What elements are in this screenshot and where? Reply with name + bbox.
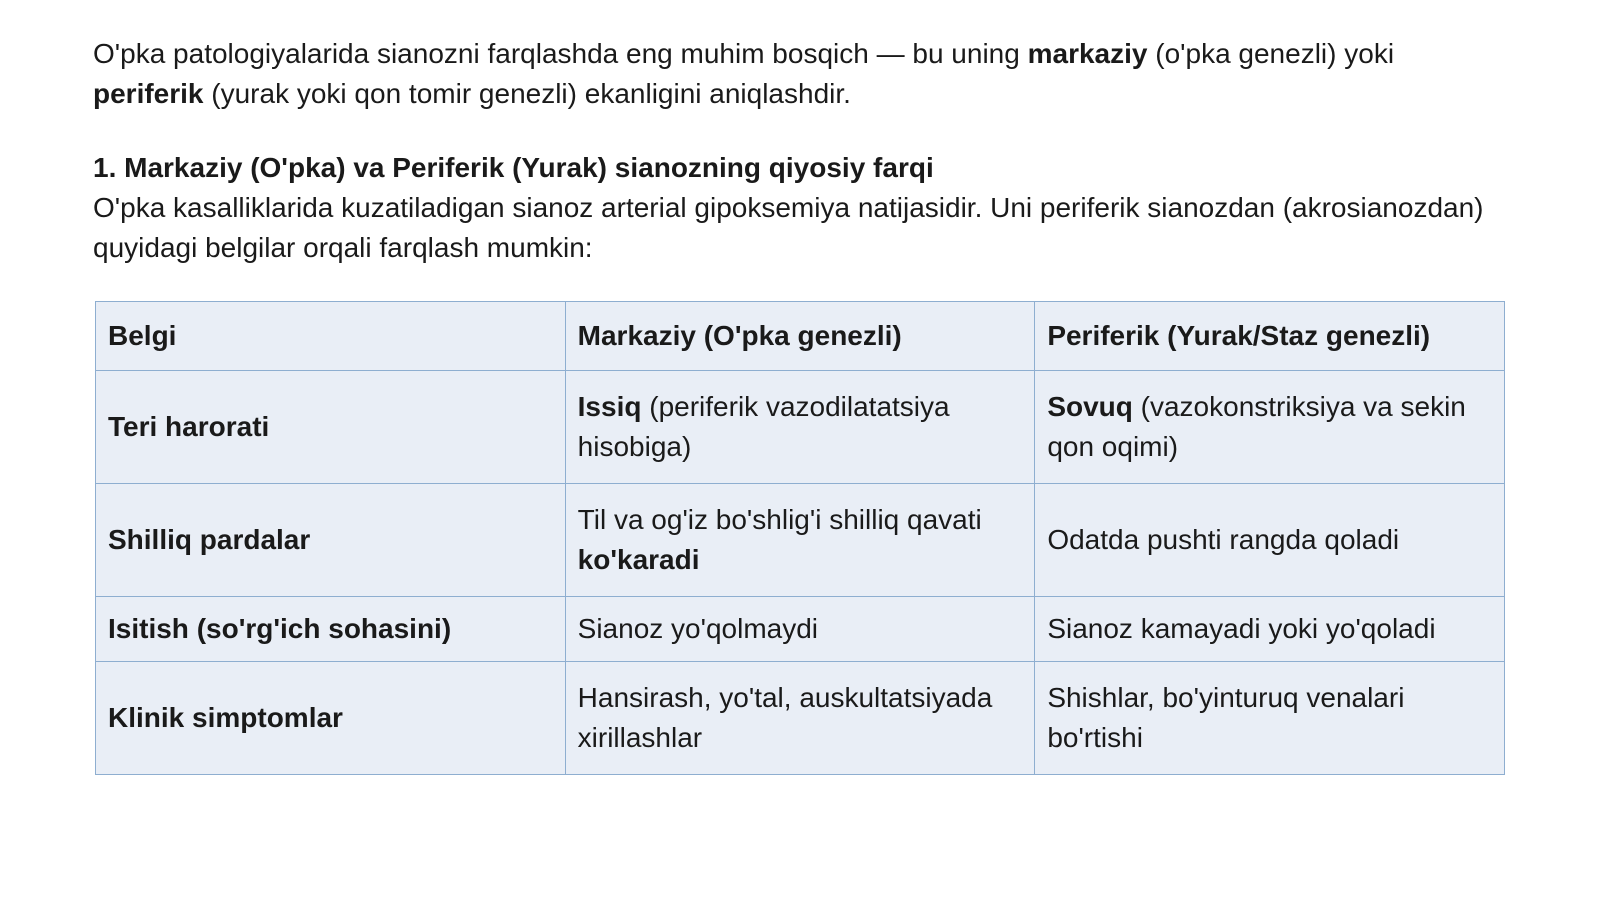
section-heading: 1. Markaziy (O'pka) va Periferik (Yurak) sianozning qiyosiy farqi bbox=[93, 152, 934, 183]
intro-paragraph bbox=[93, 34, 1500, 114]
comparison-table bbox=[95, 301, 1505, 775]
header-cell-central: Markaziy (O'pka genezli) bbox=[565, 302, 1035, 371]
intro-bold-peripheral: periferik bbox=[93, 78, 204, 109]
peripheral-cell: Shishlar, bo'yinturuq venalari bo'rtishi bbox=[1035, 662, 1505, 775]
central-cell bbox=[565, 371, 1035, 484]
row-sign-cell: Isitish (so'rg'ich sohasini) bbox=[96, 597, 566, 662]
row-sign-cell: Shilliq pardalar bbox=[96, 484, 566, 597]
table-row bbox=[96, 597, 1505, 662]
central-bold-text: Issiq bbox=[577, 391, 642, 422]
central-text: Til va og'iz bo'shlig'i shilliq qavati bbox=[577, 504, 982, 535]
table-row bbox=[96, 662, 1505, 775]
table-header-row bbox=[96, 302, 1505, 371]
table-row bbox=[96, 371, 1505, 484]
row-sign-cell: Teri harorati bbox=[96, 371, 566, 484]
intro-text-3: (yurak yoki qon tomir genezli) ekanligini aniqlashdir. bbox=[203, 78, 851, 109]
central-cell bbox=[565, 484, 1035, 597]
intro-bold-central: markaziy bbox=[1027, 38, 1148, 69]
header-cell-peripheral: Periferik (Yurak/Staz genezli) bbox=[1035, 302, 1505, 371]
intro-text-1: O'pka patologiyalarida sianozni farqlashda eng muhim bosqich — bu uning bbox=[93, 38, 1028, 69]
central-cell: Hansirash, yo'tal, auskultatsiyada xirillashlar bbox=[565, 662, 1035, 775]
intro-text-2: (o'pka genezli) yoki bbox=[1147, 38, 1395, 69]
peripheral-cell: Sianoz kamayadi yoki yo'qoladi bbox=[1035, 597, 1505, 662]
peripheral-cell: Odatda pushti rangda qoladi bbox=[1035, 484, 1505, 597]
central-cell: Sianoz yo'qolmaydi bbox=[565, 597, 1035, 662]
central-bold-text: ko'karadi bbox=[577, 544, 700, 575]
peripheral-text: (vazokonstriksiya va sekin qon oqimi) bbox=[1047, 391, 1466, 462]
table-row bbox=[96, 484, 1505, 597]
peripheral-bold-text: Sovuq bbox=[1047, 391, 1133, 422]
row-sign-cell: Klinik simptomlar bbox=[96, 662, 566, 775]
section-paragraph: O'pka kasalliklarida kuzatiladigan sianoz arterial gipoksemiya natijasidir. Uni periferik sianozdan (akrosianozdan) quyidagi belgilar orqali farqlash mumkin: bbox=[93, 192, 1484, 263]
peripheral-cell bbox=[1035, 371, 1505, 484]
central-text: (periferik vazodilatatsiya hisobiga) bbox=[577, 391, 950, 462]
header-cell-sign: Belgi bbox=[96, 302, 566, 371]
